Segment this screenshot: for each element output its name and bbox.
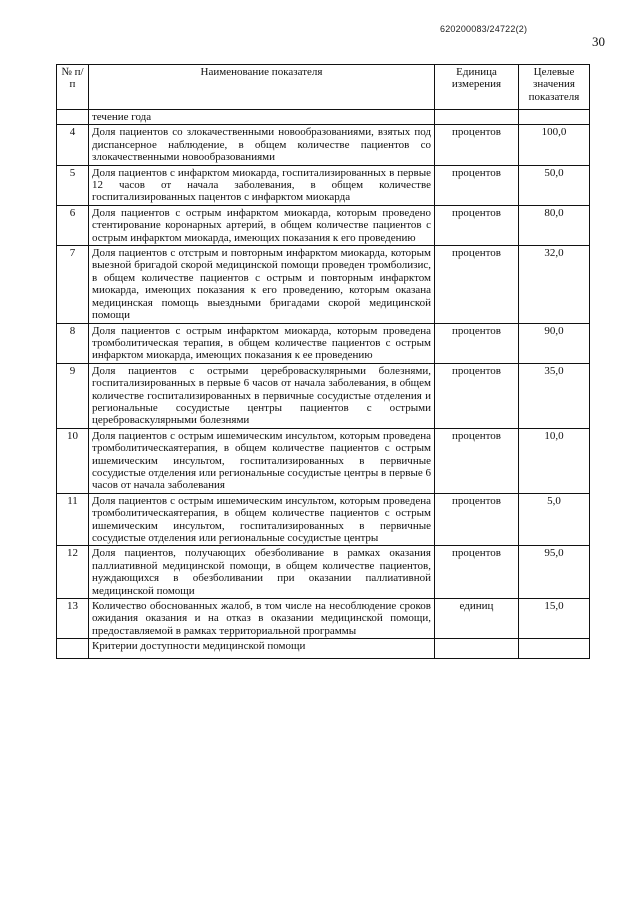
- row-number: 11: [57, 493, 89, 546]
- table-row: [57, 125, 590, 165]
- row-indicator-name: Доля пациентов с острым инфарктом миокарда, которым проведено стентирование коронарных артерий, в общем количестве пациентов с острым инфарктом миокарда, имеющих показания к его проведению: [89, 205, 435, 245]
- column-header-target: Целевые значения показателя: [519, 65, 590, 110]
- row-number: 7: [57, 246, 89, 323]
- row-number: 9: [57, 363, 89, 428]
- row-unit: процентов: [435, 493, 519, 546]
- row-number: 12: [57, 546, 89, 599]
- indicators-table: [56, 64, 590, 659]
- row-target-value: 100,0: [519, 125, 590, 165]
- row-target-value: 32,0: [519, 246, 590, 323]
- table-row: [57, 599, 590, 639]
- table-row: [57, 546, 590, 599]
- row-number: 6: [57, 205, 89, 245]
- row-unit: единиц: [435, 599, 519, 639]
- row-unit: процентов: [435, 205, 519, 245]
- row-indicator-name: Доля пациентов с острым инфарктом миокарда, которым проведена тромболитическая терапия, в общем количестве пациентов с острым инфарктом миокарда, имеющих показания к ее проведению: [89, 323, 435, 363]
- row-number: 8: [57, 323, 89, 363]
- row-number: 13: [57, 599, 89, 639]
- row-target-value: 80,0: [519, 205, 590, 245]
- table-row: [57, 246, 590, 323]
- section-title: Критерии доступности медицинской помощи: [89, 639, 435, 659]
- column-header-number: № п/п: [57, 65, 89, 110]
- row-target-value: 90,0: [519, 323, 590, 363]
- section-title-row: [57, 639, 590, 659]
- row-indicator-name: Доля пациентов со злокачественными новообразованиями, взятых под диспансерное наблюдение, в общем количестве пациентов со злокачественными новообразованиями: [89, 125, 435, 165]
- table-row: [57, 428, 590, 493]
- row-unit: процентов: [435, 125, 519, 165]
- row-unit: процентов: [435, 165, 519, 205]
- row-number: 5: [57, 165, 89, 205]
- row-target-value: 10,0: [519, 428, 590, 493]
- row-number: 4: [57, 125, 89, 165]
- page-number: 30: [592, 34, 605, 49]
- row-unit: процентов: [435, 546, 519, 599]
- table-row: [57, 363, 590, 428]
- table-row: [57, 323, 590, 363]
- row-indicator-name: Доля пациентов с отстрым и повторным инфарктом миокарда, которым выезной бригадой скорой медицинской помощи проведен тромболизис, в общем количестве пациентов с острым и повторным инфарктом миокарда, имеющих показания к его проведению, которым оказана медицинская помощь выездными бригадами скорой медицинской помощи: [89, 246, 435, 323]
- document-id: 620200083/24722(2): [440, 24, 528, 34]
- row-unit: процентов: [435, 246, 519, 323]
- row-unit: процентов: [435, 323, 519, 363]
- row-unit: процентов: [435, 363, 519, 428]
- row-indicator-name: Доля пациентов с острыми цереброваскулярными болезнями, госпитализированных в первые 6 часов от начала заболевания, в общем количестве госпитализированных в первичные сосудистые отделения и региональные сосудистые центры пациентов с острыми цереброваскулярными болезнями: [89, 363, 435, 428]
- table-row: [57, 493, 590, 546]
- row-indicator-name: Доля пациентов с острым ишемическим инсультом, которым проведена тромболитическаятерапия, в общем количестве пациентов с острым ишемическим инсультом, госпитализированных в первичные сосудистые отделения или региональные сосудистые центры в первые 6 часов от начала заболевания: [89, 428, 435, 493]
- row-indicator-name: Количество обоснованных жалоб, в том числе на несоблюдение сроков ожидания оказания и на отказ в оказании медицинской помощи, предоставляемой в рамках территориальной программы: [89, 599, 435, 639]
- table-row: [57, 205, 590, 245]
- row-target-value: 35,0: [519, 363, 590, 428]
- table-header-row: [57, 65, 590, 110]
- row-indicator-name: Доля пациентов с острым ишемическим инсультом, которым проведена тромболитическаятерапия, в общем количестве пациентов с острым ишемическим инсультом, госпитализированных в первичные сосудистые отделения или региональные сосудистые центры: [89, 493, 435, 546]
- column-header-name: Наименование показателя: [89, 65, 435, 110]
- row-unit: процентов: [435, 428, 519, 493]
- column-header-unit: Единица измерения: [435, 65, 519, 110]
- row-indicator-name: Доля пациентов с инфарктом миокарда, госпитализированных в первые 12 часов от начала заболевания, в общем количестве госпитализированных пацентов с инфарктом миокарда: [89, 165, 435, 205]
- row-number: 10: [57, 428, 89, 493]
- row-indicator-name: Доля пациентов, получающих обезболивание в рамках оказания паллиативной медицинской помощи, в общем количестве пациентов, нуждающихся в обезболивании при оказании паллиативной медицинской помощи: [89, 546, 435, 599]
- row-target-value: 50,0: [519, 165, 590, 205]
- row-target-value: 15,0: [519, 599, 590, 639]
- table-row: [57, 165, 590, 205]
- continuation-text: течение года: [89, 110, 435, 125]
- row-target-value: 95,0: [519, 546, 590, 599]
- row-target-value: 5,0: [519, 493, 590, 546]
- continuation-row: [57, 110, 590, 125]
